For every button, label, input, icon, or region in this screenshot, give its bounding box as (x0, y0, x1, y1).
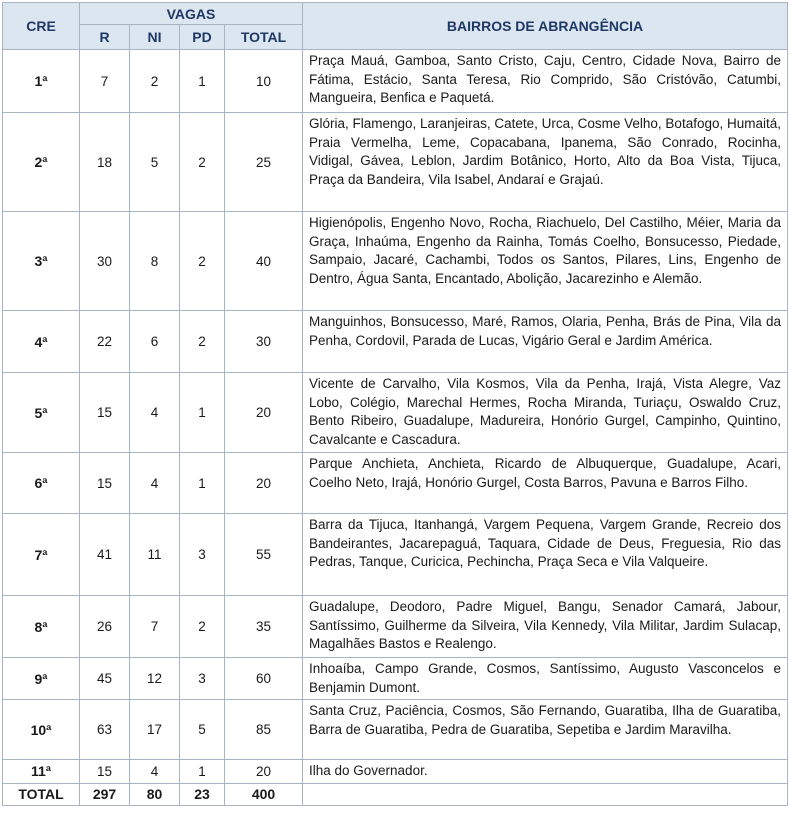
total-cell: 30 (225, 311, 303, 373)
total-cell: 35 (225, 596, 303, 658)
bairros-cell: Vicente de Carvalho, Vila Kosmos, Vila da Penha, Irajá, Vista Alegre, Vaz Lobo, Colégio, Marechal Hermes, Rocha Miranda, Turiaçu, Oswaldo Cruz, Bento Ribeiro, Guadalupe, Madureira, Honório Gurgel, Campinho, Quintino, Cavalcante e Cascadura. (303, 373, 788, 453)
ni-cell: 8 (130, 212, 180, 311)
total-cell: 40 (225, 212, 303, 311)
totals-row (3, 783, 788, 805)
pd-cell: 2 (180, 212, 225, 311)
bairros-cell: Glória, Flamengo, Laranjeiras, Catete, Urca, Cosme Velho, Botafogo, Humaitá, Praia Vermelha, Leme, Copacabana, Ipanema, São Conrado, Rocinha, Vidigal, Gávea, Leblon, Jardim Botânico, Horto, Alto da Boa Vista, Tijuca, Praça da Bandeira, Vila Isabel, Andaraí e Grajaú. (303, 113, 788, 212)
ni-cell: 11 (130, 514, 180, 596)
pd-cell: 2 (180, 311, 225, 373)
bairros-cell: Santa Cruz, Paciência, Cosmos, São Fernando, Guaratiba, Ilha de Guaratiba, Barra de Guaratiba, Pedra de Guaratiba, Sepetiba e Jardim Maravilha. (303, 700, 788, 760)
ni-cell: 12 (130, 658, 180, 700)
cre-cell: 6ª (3, 453, 80, 514)
r-cell: 30 (80, 212, 130, 311)
total-cell: 55 (225, 514, 303, 596)
ni-cell: 17 (130, 700, 180, 760)
table-row (3, 311, 788, 373)
table-row (3, 514, 788, 596)
r-cell: 22 (80, 311, 130, 373)
total-cell: 20 (225, 760, 303, 784)
cre-cell: 4ª (3, 311, 80, 373)
cre-cell: 5ª (3, 373, 80, 453)
cre-vagas-table (2, 2, 788, 806)
r-cell: 41 (80, 514, 130, 596)
bairros-cell: Barra da Tijuca, Itanhangá, Vargem Pequena, Vargem Grande, Recreio dos Bandeirantes, Jacarepaguá, Taquara, Cidade de Deus, Freguesia, Rio das Pedras, Tanque, Curicica, Pechincha, Praça Seca e Vila Valqueire. (303, 514, 788, 596)
totals-pd: 23 (180, 783, 225, 805)
ni-cell: 4 (130, 760, 180, 784)
pd-cell: 1 (180, 453, 225, 514)
r-cell: 15 (80, 760, 130, 784)
table-row (3, 50, 788, 113)
table-row (3, 658, 788, 700)
pd-cell: 2 (180, 113, 225, 212)
pd-cell: 1 (180, 760, 225, 784)
bairros-cell: Parque Anchieta, Anchieta, Ricardo de Albuquerque, Guadalupe, Acari, Coelho Neto, Irajá, Honório Gurgel, Costa Barros, Pavuna e Barros Filho. (303, 453, 788, 514)
table-row (3, 212, 788, 311)
cre-cell: 8ª (3, 596, 80, 658)
header-total: TOTAL (225, 25, 303, 50)
cre-cell: 7ª (3, 514, 80, 596)
ni-cell: 7 (130, 596, 180, 658)
header-r: R (80, 25, 130, 50)
header-bairros: BAIRROS DE ABRANGÊNCIA (303, 3, 788, 50)
total-cell: 85 (225, 700, 303, 760)
bairros-cell: Manguinhos, Bonsucesso, Maré, Ramos, Olaria, Penha, Brás de Pina, Vila da Penha, Cordovil, Parada de Lucas, Vigário Geral e Jardim América. (303, 311, 788, 373)
header-cre: CRE (3, 3, 80, 50)
r-cell: 15 (80, 373, 130, 453)
ni-cell: 5 (130, 113, 180, 212)
r-cell: 15 (80, 453, 130, 514)
table-row (3, 453, 788, 514)
bairros-cell: Ilha do Governador. (303, 760, 788, 784)
pd-cell: 1 (180, 50, 225, 113)
cre-cell: 1ª (3, 50, 80, 113)
cre-cell: 2ª (3, 113, 80, 212)
ni-cell: 4 (130, 453, 180, 514)
total-cell: 20 (225, 373, 303, 453)
cre-cell: 9ª (3, 658, 80, 700)
total-cell: 10 (225, 50, 303, 113)
totals-label: TOTAL (3, 783, 80, 805)
r-cell: 18 (80, 113, 130, 212)
pd-cell: 2 (180, 596, 225, 658)
bairros-cell: Praça Mauá, Gamboa, Santo Cristo, Caju, Centro, Cidade Nova, Bairro de Fátima, Estácio, Santa Teresa, Rio Comprido, São Cristóvão, Catumbi, Mangueira, Benfica e Paquetá. (303, 50, 788, 113)
bairros-cell: Guadalupe, Deodoro, Padre Miguel, Bangu, Senador Camará, Jabour, Santíssimo, Guilherme da Silveira, Vila Kennedy, Vila Militar, Jardim Sulacap, Magalhães Bastos e Realengo. (303, 596, 788, 658)
header-vagas: VAGAS (80, 3, 303, 25)
header-ni: NI (130, 25, 180, 50)
total-cell: 60 (225, 658, 303, 700)
cre-cell: 10ª (3, 700, 80, 760)
ni-cell: 2 (130, 50, 180, 113)
table-row (3, 596, 788, 658)
totals-ni: 80 (130, 783, 180, 805)
header-pd: PD (180, 25, 225, 50)
bairros-cell: Higienópolis, Engenho Novo, Rocha, Riachuelo, Del Castilho, Méier, Maria da Graça, Inhaúma, Engenho da Rainha, Tomás Coelho, Bonsucesso, Piedade, Sampaio, Jacaré, Cachambi, Todos os Santos, Pilares, Lins, Engenho de Dentro, Água Santa, Encantado, Abolição, Jacarezinho e Alemão. (303, 212, 788, 311)
r-cell: 7 (80, 50, 130, 113)
table-row (3, 373, 788, 453)
total-cell: 25 (225, 113, 303, 212)
table-row (3, 760, 788, 784)
totals-total: 400 (225, 783, 303, 805)
r-cell: 45 (80, 658, 130, 700)
cre-cell: 3ª (3, 212, 80, 311)
totals-empty (303, 783, 788, 805)
table-row (3, 113, 788, 212)
pd-cell: 1 (180, 373, 225, 453)
cre-cell: 11ª (3, 760, 80, 784)
ni-cell: 4 (130, 373, 180, 453)
total-cell: 20 (225, 453, 303, 514)
ni-cell: 6 (130, 311, 180, 373)
pd-cell: 3 (180, 658, 225, 700)
totals-r: 297 (80, 783, 130, 805)
pd-cell: 5 (180, 700, 225, 760)
pd-cell: 3 (180, 514, 225, 596)
r-cell: 63 (80, 700, 130, 760)
bairros-cell: Inhoaíba, Campo Grande, Cosmos, Santíssimo, Augusto Vasconcelos e Benjamin Dumont. (303, 658, 788, 700)
table-row (3, 700, 788, 760)
r-cell: 26 (80, 596, 130, 658)
